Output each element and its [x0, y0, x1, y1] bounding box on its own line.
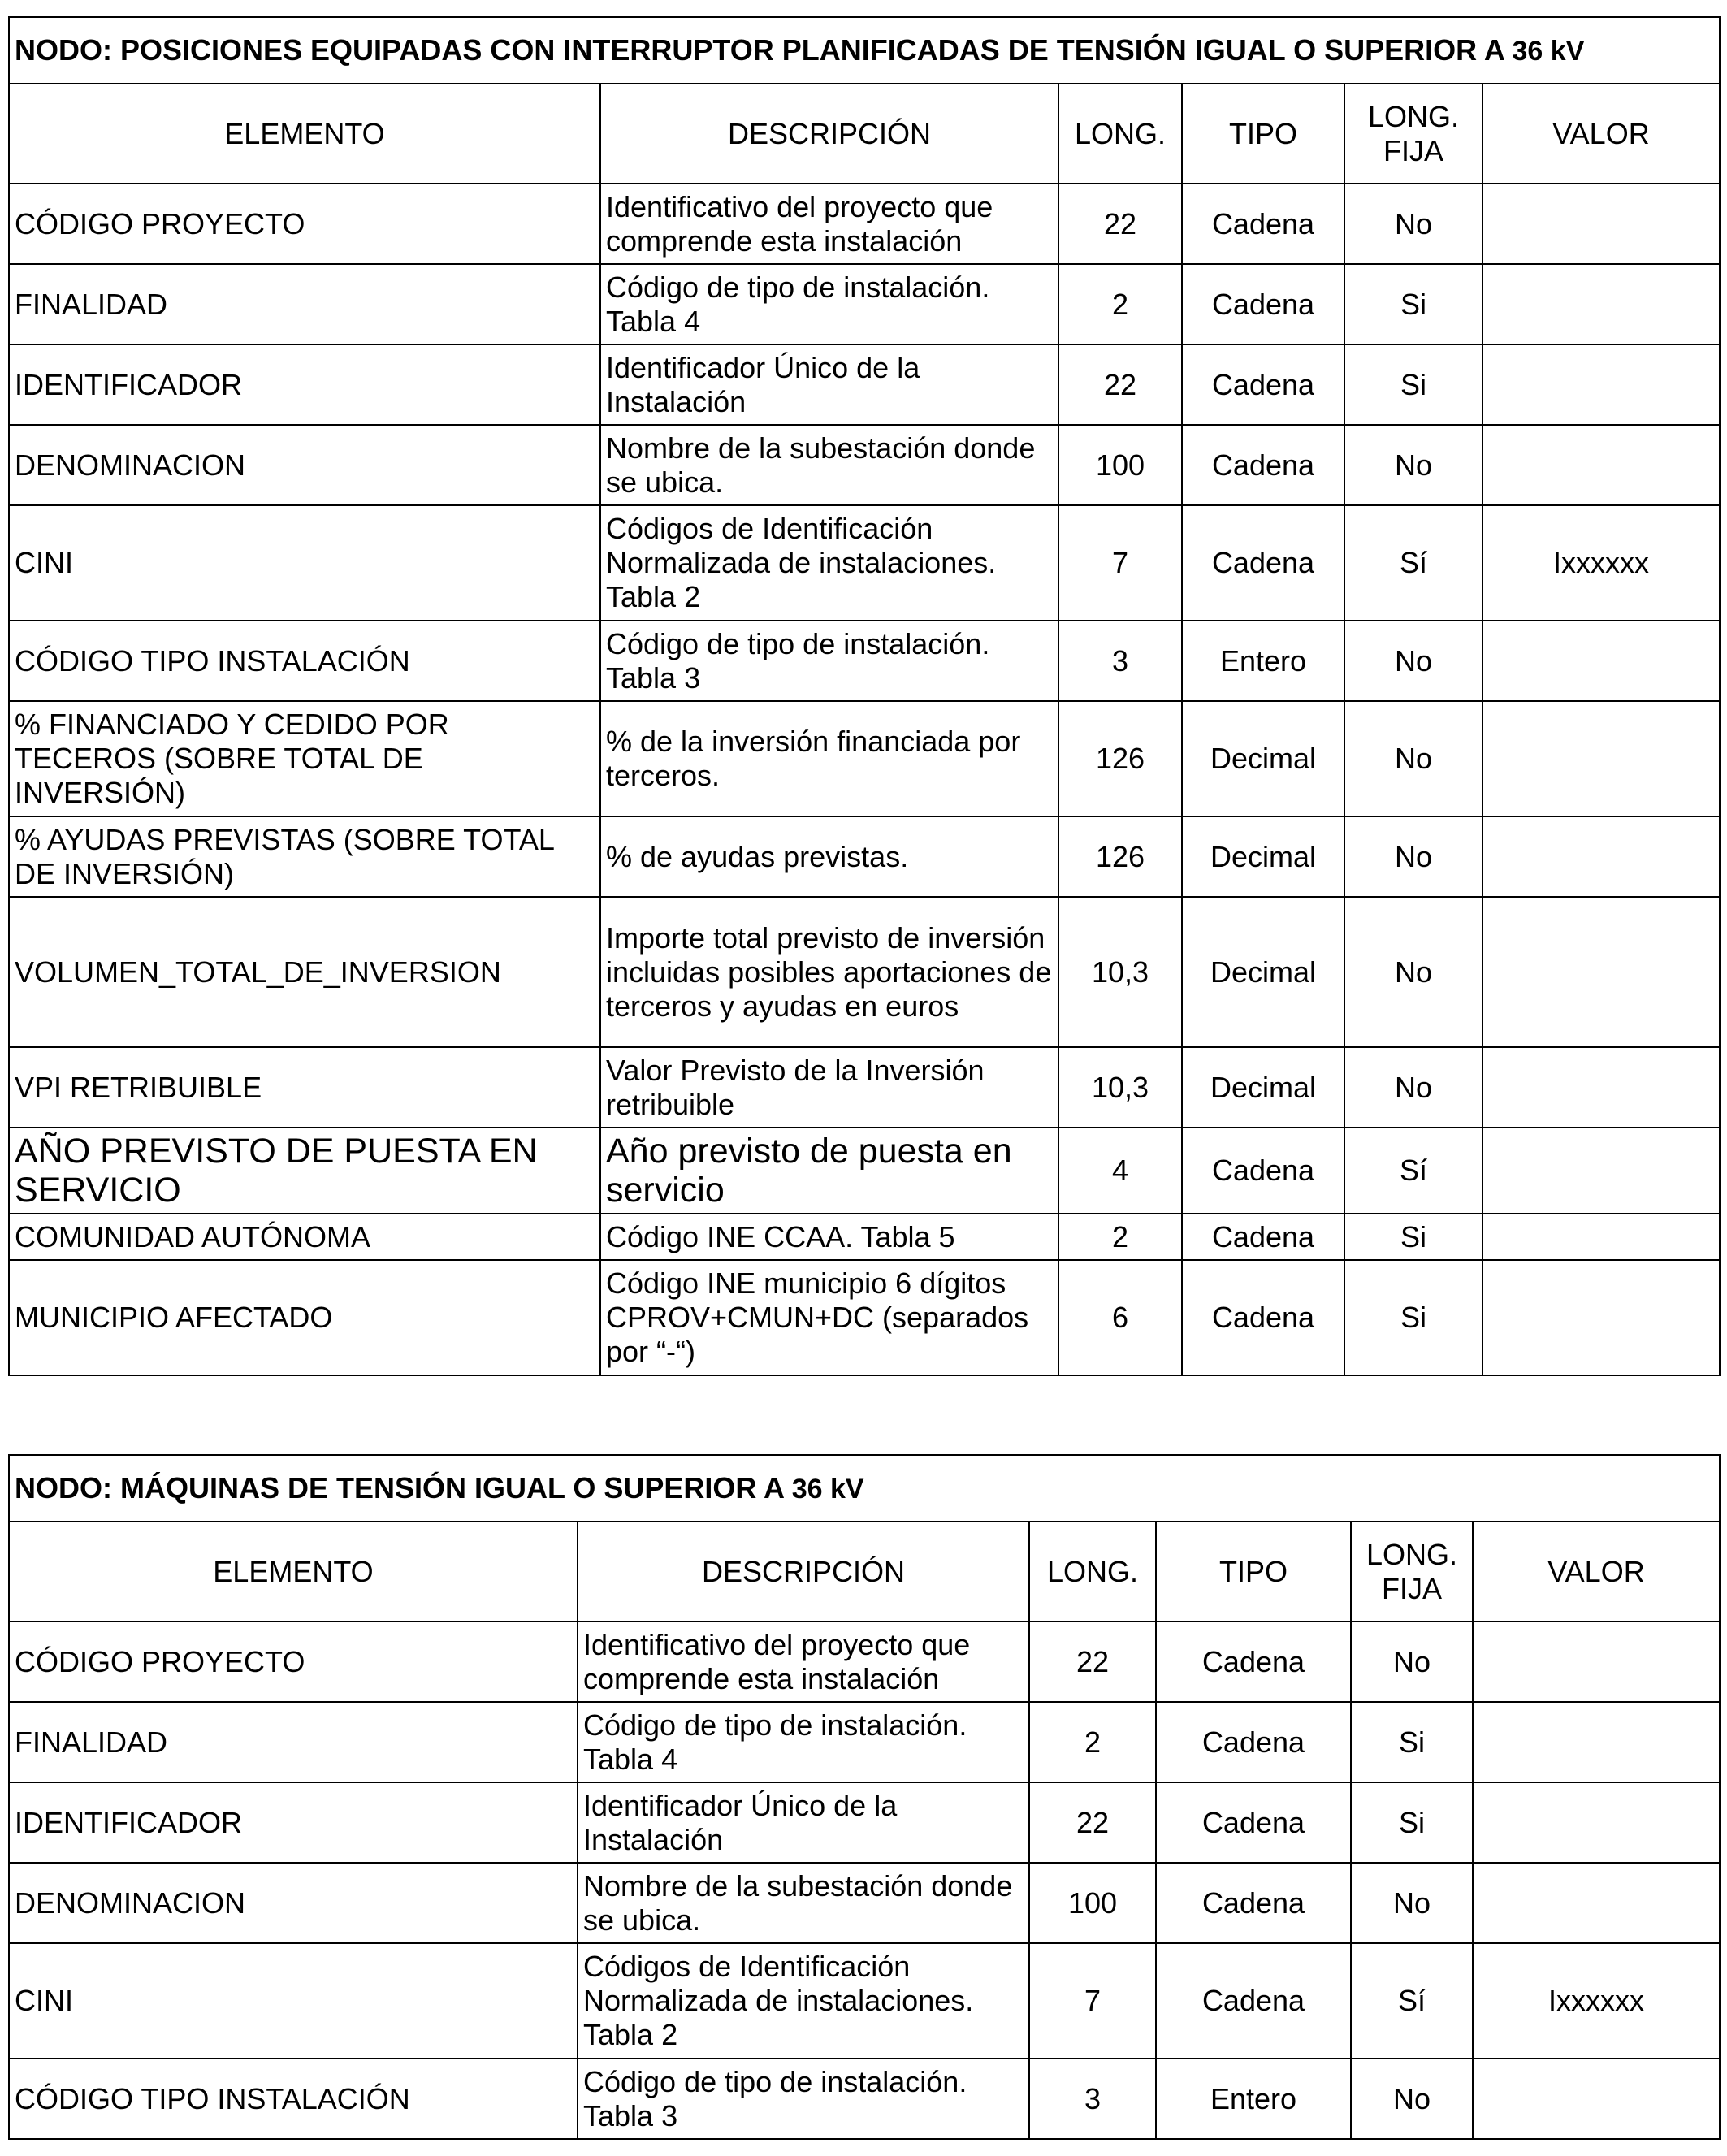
cell-tipo: Cadena: [1182, 1260, 1344, 1375]
cell-valor: [1482, 816, 1720, 897]
cell-tipo: Cadena: [1156, 1702, 1351, 1782]
cell-long: 22: [1029, 1782, 1156, 1863]
table-title-voltage: 36 kV: [1512, 35, 1585, 67]
cell-tipo: Entero: [1182, 621, 1344, 701]
cell-long: 2: [1058, 264, 1182, 344]
cell-elemento: COMUNIDAD AUTÓNOMA: [9, 1214, 600, 1260]
cell-long: 100: [1029, 1863, 1156, 1943]
cell-descripcion: % de la inversión financiada por terceros.: [600, 701, 1058, 816]
cell-long: 126: [1058, 701, 1182, 816]
cell-elemento: DENOMINACION: [9, 1863, 578, 1943]
cell-elemento: FINALIDAD: [9, 264, 600, 344]
cell-tipo: Decimal: [1182, 701, 1344, 816]
table-row: [9, 344, 1720, 425]
cell-long-fija: No: [1344, 621, 1482, 701]
cell-descripcion: Código de tipo de instalación. Tabla 3: [600, 621, 1058, 701]
cell-long-fija: No: [1344, 184, 1482, 264]
table-posiciones-interruptor: [8, 16, 1721, 1376]
cell-tipo: Cadena: [1156, 1621, 1351, 1702]
cell-tipo: Decimal: [1182, 816, 1344, 897]
cell-tipo: Cadena: [1182, 505, 1344, 621]
cell-long-fija: Sí: [1344, 505, 1482, 621]
table-row: [9, 264, 1720, 344]
cell-elemento: FINALIDAD: [9, 1702, 578, 1782]
table-row: [9, 2059, 1720, 2139]
table-row: [9, 1702, 1720, 1782]
cell-tipo: Cadena: [1156, 1863, 1351, 1943]
table-row: [9, 425, 1720, 505]
table-row: [9, 816, 1720, 897]
cell-long-fija: Sí: [1351, 1943, 1473, 2059]
table-row: [9, 1128, 1720, 1214]
cell-descripcion: Identificativo del proyecto que comprende esta instalación: [600, 184, 1058, 264]
cell-descripcion: Código INE municipio 6 dígitos CPROV+CMUN+DC (separados por “-“): [600, 1260, 1058, 1375]
header-row: [9, 1522, 1720, 1621]
cell-elemento: CÓDIGO TIPO INSTALACIÓN: [9, 621, 600, 701]
cell-valor: [1482, 897, 1720, 1047]
table-row: [9, 1943, 1720, 2059]
cell-elemento: IDENTIFICADOR: [9, 1782, 578, 1863]
cell-valor: [1473, 1863, 1720, 1943]
cell-elemento: IDENTIFICADOR: [9, 344, 600, 425]
cell-long-fija: Si: [1344, 344, 1482, 425]
cell-valor: Ixxxxxx: [1482, 505, 1720, 621]
table-maquinas: [8, 1454, 1721, 2140]
cell-elemento: CÓDIGO TIPO INSTALACIÓN: [9, 2059, 578, 2139]
cell-long-fija: No: [1351, 1621, 1473, 1702]
cell-valor: [1482, 344, 1720, 425]
cell-tipo: Decimal: [1182, 1047, 1344, 1128]
table-title-text: NODO: POSICIONES EQUIPADAS CON INTERRUPTOR PLANIFICADAS DE TENSIÓN IGUAL O SUPERIOR A: [15, 32, 1504, 67]
cell-descripcion: Identificativo del proyecto que comprende esta instalación: [578, 1621, 1029, 1702]
cell-valor: [1473, 1621, 1720, 1702]
cell-long: 7: [1029, 1943, 1156, 2059]
cell-long: 3: [1058, 621, 1182, 701]
cell-tipo: Cadena: [1182, 184, 1344, 264]
cell-valor: [1482, 184, 1720, 264]
cell-descripcion: Identificador Único de la Instalación: [578, 1782, 1029, 1863]
table-body: [9, 184, 1720, 1375]
cell-descripcion: Códigos de Identificación Normalizada de instalaciones. Tabla 2: [600, 505, 1058, 621]
cell-elemento: VPI RETRIBUIBLE: [9, 1047, 600, 1128]
cell-descripcion: Código INE CCAA. Tabla 5: [600, 1214, 1058, 1260]
cell-long-fija: No: [1344, 897, 1482, 1047]
cell-long-fija: No: [1351, 2059, 1473, 2139]
cell-descripcion: Códigos de Identificación Normalizada de instalaciones. Tabla 2: [578, 1943, 1029, 2059]
header-long-fija: LONG. FIJA: [1351, 1522, 1473, 1621]
cell-elemento: AÑO PREVISTO DE PUESTA EN SERVICIO: [9, 1128, 600, 1214]
cell-valor: [1473, 1782, 1720, 1863]
cell-long: 126: [1058, 816, 1182, 897]
cell-descripcion: Año previsto de puesta en servicio: [600, 1128, 1058, 1214]
cell-long-fija: No: [1344, 701, 1482, 816]
cell-elemento: CÓDIGO PROYECTO: [9, 1621, 578, 1702]
cell-tipo: Cadena: [1182, 1214, 1344, 1260]
table-row: [9, 1047, 1720, 1128]
cell-elemento: CINI: [9, 505, 600, 621]
cell-long: 22: [1058, 184, 1182, 264]
cell-long-fija: Si: [1351, 1782, 1473, 1863]
header-long-fija: LONG. FIJA: [1344, 84, 1482, 184]
table-title-text: NODO: MÁQUINAS DE TENSIÓN IGUAL O SUPERIOR A: [15, 1470, 784, 1504]
cell-elemento: VOLUMEN_TOTAL_DE_INVERSION: [9, 897, 600, 1047]
cell-elemento: % AYUDAS PREVISTAS (SOBRE TOTAL DE INVERSIÓN): [9, 816, 600, 897]
cell-long-fija: Si: [1344, 1214, 1482, 1260]
cell-valor: [1482, 621, 1720, 701]
cell-elemento: MUNICIPIO AFECTADO: [9, 1260, 600, 1375]
header-descripcion: DESCRIPCIÓN: [600, 84, 1058, 184]
table-row: [9, 1782, 1720, 1863]
cell-descripcion: Valor Previsto de la Inversión retribuible: [600, 1047, 1058, 1128]
cell-tipo: Cadena: [1182, 344, 1344, 425]
header-valor: VALOR: [1482, 84, 1720, 184]
cell-elemento: CÓDIGO PROYECTO: [9, 184, 600, 264]
table-row: [9, 505, 1720, 621]
header-elemento: ELEMENTO: [9, 1522, 578, 1621]
cell-long: 22: [1058, 344, 1182, 425]
header-descripcion: DESCRIPCIÓN: [578, 1522, 1029, 1621]
cell-tipo: Cadena: [1182, 1128, 1344, 1214]
cell-descripcion: Código de tipo de instalación. Tabla 4: [600, 264, 1058, 344]
cell-valor: [1482, 264, 1720, 344]
cell-tipo: Cadena: [1156, 1943, 1351, 2059]
header-long: LONG.: [1058, 84, 1182, 184]
cell-elemento: DENOMINACION: [9, 425, 600, 505]
cell-long-fija: No: [1344, 1047, 1482, 1128]
table-row: [9, 1260, 1720, 1375]
cell-long: 3: [1029, 2059, 1156, 2139]
cell-long-fija: Si: [1344, 264, 1482, 344]
cell-tipo: Cadena: [1182, 425, 1344, 505]
cell-descripcion: Importe total previsto de inversión incluidas posibles aportaciones de terceros y ayudas en euros: [600, 897, 1058, 1047]
cell-tipo: Cadena: [1156, 1782, 1351, 1863]
table-row: [9, 621, 1720, 701]
cell-long-fija: Si: [1351, 1702, 1473, 1782]
cell-long: 4: [1058, 1128, 1182, 1214]
cell-long-fija: No: [1344, 816, 1482, 897]
cell-valor: [1482, 425, 1720, 505]
cell-descripcion: Nombre de la subestación donde se ubica.: [578, 1863, 1029, 1943]
cell-long: 7: [1058, 505, 1182, 621]
header-tipo: TIPO: [1182, 84, 1344, 184]
cell-descripcion: Nombre de la subestación donde se ubica.: [600, 425, 1058, 505]
table-row: [9, 1621, 1720, 1702]
table-row: [9, 1214, 1720, 1260]
cell-long-fija: No: [1344, 425, 1482, 505]
table-title: [9, 17, 1720, 84]
table-row: [9, 897, 1720, 1047]
cell-descripcion: Código de tipo de instalación. Tabla 4: [578, 1702, 1029, 1782]
cell-long: 2: [1029, 1702, 1156, 1782]
table-row: [9, 184, 1720, 264]
table-title: [9, 1455, 1720, 1522]
cell-valor: [1482, 1214, 1720, 1260]
cell-long-fija: No: [1351, 1863, 1473, 1943]
cell-valor: [1473, 1702, 1720, 1782]
cell-tipo: Cadena: [1182, 264, 1344, 344]
cell-valor: [1482, 701, 1720, 816]
cell-tipo: Decimal: [1182, 897, 1344, 1047]
header-row: [9, 84, 1720, 184]
cell-long: 2: [1058, 1214, 1182, 1260]
cell-long: 100: [1058, 425, 1182, 505]
cell-long-fija: Sí: [1344, 1128, 1482, 1214]
cell-long: 6: [1058, 1260, 1182, 1375]
cell-valor: Ixxxxxx: [1473, 1943, 1720, 2059]
cell-long: 10,3: [1058, 897, 1182, 1047]
cell-valor: [1482, 1128, 1720, 1214]
cell-valor: [1473, 2059, 1720, 2139]
cell-descripcion: Código de tipo de instalación. Tabla 3: [578, 2059, 1029, 2139]
cell-long: 10,3: [1058, 1047, 1182, 1128]
table-row: [9, 701, 1720, 816]
header-valor: VALOR: [1473, 1522, 1720, 1621]
header-long: LONG.: [1029, 1522, 1156, 1621]
cell-long: 22: [1029, 1621, 1156, 1702]
cell-valor: [1482, 1047, 1720, 1128]
cell-elemento: CINI: [9, 1943, 578, 2059]
table-body: [9, 1621, 1720, 2139]
cell-long-fija: Si: [1344, 1260, 1482, 1375]
header-elemento: ELEMENTO: [9, 84, 600, 184]
cell-descripcion: Identificador Único de la Instalación: [600, 344, 1058, 425]
table-title-voltage: 36 kV: [791, 1473, 864, 1504]
table-row: [9, 1863, 1720, 1943]
header-tipo: TIPO: [1156, 1522, 1351, 1621]
cell-elemento: % FINANCIADO Y CEDIDO POR TECEROS (SOBRE TOTAL DE INVERSIÓN): [9, 701, 600, 816]
cell-valor: [1482, 1260, 1720, 1375]
cell-descripcion: % de ayudas previstas.: [600, 816, 1058, 897]
cell-tipo: Entero: [1156, 2059, 1351, 2139]
